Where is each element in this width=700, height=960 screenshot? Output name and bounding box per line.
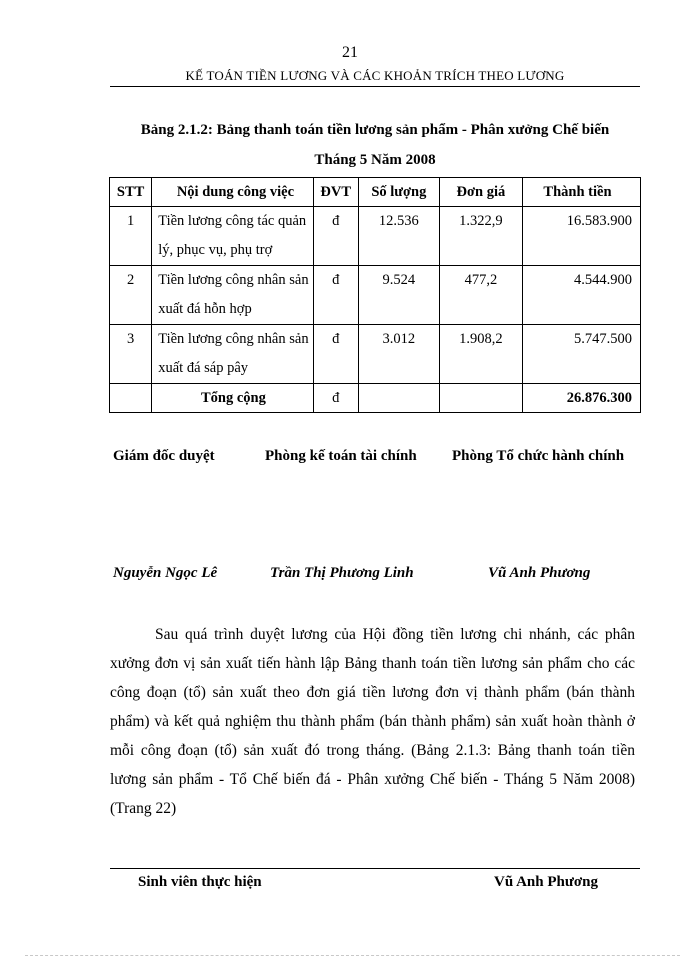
cell-amount: 16.583.900 (522, 207, 640, 266)
cell-quantity: 3.012 (358, 325, 439, 384)
cell-stt: 1 (110, 207, 152, 266)
cell-stt: 2 (110, 266, 152, 325)
column-header-unit-price: Đơn giá (439, 178, 522, 207)
page-break-line (25, 955, 680, 956)
signature-name-accounting: Trần Thị Phương Linh (270, 565, 414, 581)
footer-divider (110, 868, 640, 869)
column-header-amount: Thành tiền (522, 178, 640, 207)
cell-stt: 3 (110, 325, 152, 384)
total-label: Tổng cộng (152, 384, 313, 413)
running-header-title: KẾ TOÁN TIỀN LƯƠNG VÀ CÁC KHOẢN TRÍCH THEO LƯƠNG (185, 68, 565, 83)
cell-content: Tiền lương công tác quản lý, phục vụ, phụ trợ (152, 207, 313, 266)
cell-empty (439, 384, 522, 413)
cell-content: Tiền lương công nhân sản xuất đá sáp pây (152, 325, 313, 384)
total-amount: 26.876.300 (522, 384, 640, 413)
table-caption: Bảng 2.1.2: Bảng thanh toán tiền lương sản phẩm - Phân xưởng Chế biến (140, 122, 610, 138)
cell-quantity: 9.524 (358, 266, 439, 325)
header-divider (110, 86, 640, 87)
wage-payment-table (109, 177, 641, 413)
cell-empty (110, 384, 152, 413)
cell-empty (358, 384, 439, 413)
signature-name-director: Nguyễn Ngọc Lê (113, 565, 218, 581)
column-header-unit: ĐVT (313, 178, 358, 207)
column-header-stt: STT (110, 178, 152, 207)
cell-unit: đ (313, 207, 358, 266)
signature-label-hr: Phòng Tổ chức hành chính (452, 448, 625, 464)
table-caption-period: Tháng 5 Năm 2008 (314, 152, 436, 168)
body-paragraph-text: Sau quá trình duyệt lương của Hội đồng tiền lương chi nhánh, các phân xưởng đơn vị sản xuất tiến hành lập Bảng thanh toán tiền lương sản phẩm cho các công đoạn (tổ) sản xuất theo đơn giá tiền lương đơn vị thành phẩm (bán thành phẩm) và kết quả nghiệm thu thành phẩm (bán thành phẩm) sản xuất hoàn thành ở mỗi công đoạn (tổ) sản xuất đó trong tháng. (Bảng 2.1.3: Bảng thanh toán tiền lương sản phẩm - Tổ Chế biến đá - Phân xưởng Chế biến - Tháng 5 Năm 2008)(Trang 22) (110, 626, 635, 817)
footer-student-name: Vũ Anh Phương (494, 874, 599, 890)
cell-quantity: 12.536 (358, 207, 439, 266)
cell-unit-price: 477,2 (439, 266, 522, 325)
signature-name-hr: Vũ Anh Phương (488, 565, 591, 581)
cell-unit: đ (313, 266, 358, 325)
table-header-row (110, 178, 641, 207)
cell-content: Tiền lương công nhân sản xuất đá hỗn hợp (152, 266, 313, 325)
column-header-quantity: Số lượng (358, 178, 439, 207)
table-total-row (110, 384, 641, 413)
cell-unit-price: 1.322,9 (439, 207, 522, 266)
cell-amount: 5.747.500 (522, 325, 640, 384)
table-row (110, 207, 641, 266)
body-paragraph (110, 620, 635, 823)
cell-unit-price: 1.908,2 (439, 325, 522, 384)
cell-unit: đ (313, 325, 358, 384)
signature-label-accounting: Phòng kế toán tài chính (265, 448, 417, 464)
page-number: 21 (342, 44, 358, 61)
total-unit: đ (313, 384, 358, 413)
cell-amount: 4.544.900 (522, 266, 640, 325)
signature-label-director: Giám đốc duyệt (113, 448, 215, 464)
footer-student-label: Sinh viên thực hiện (138, 874, 262, 890)
column-header-content: Nội dung công việc (152, 178, 313, 207)
table-row (110, 266, 641, 325)
table-row (110, 325, 641, 384)
